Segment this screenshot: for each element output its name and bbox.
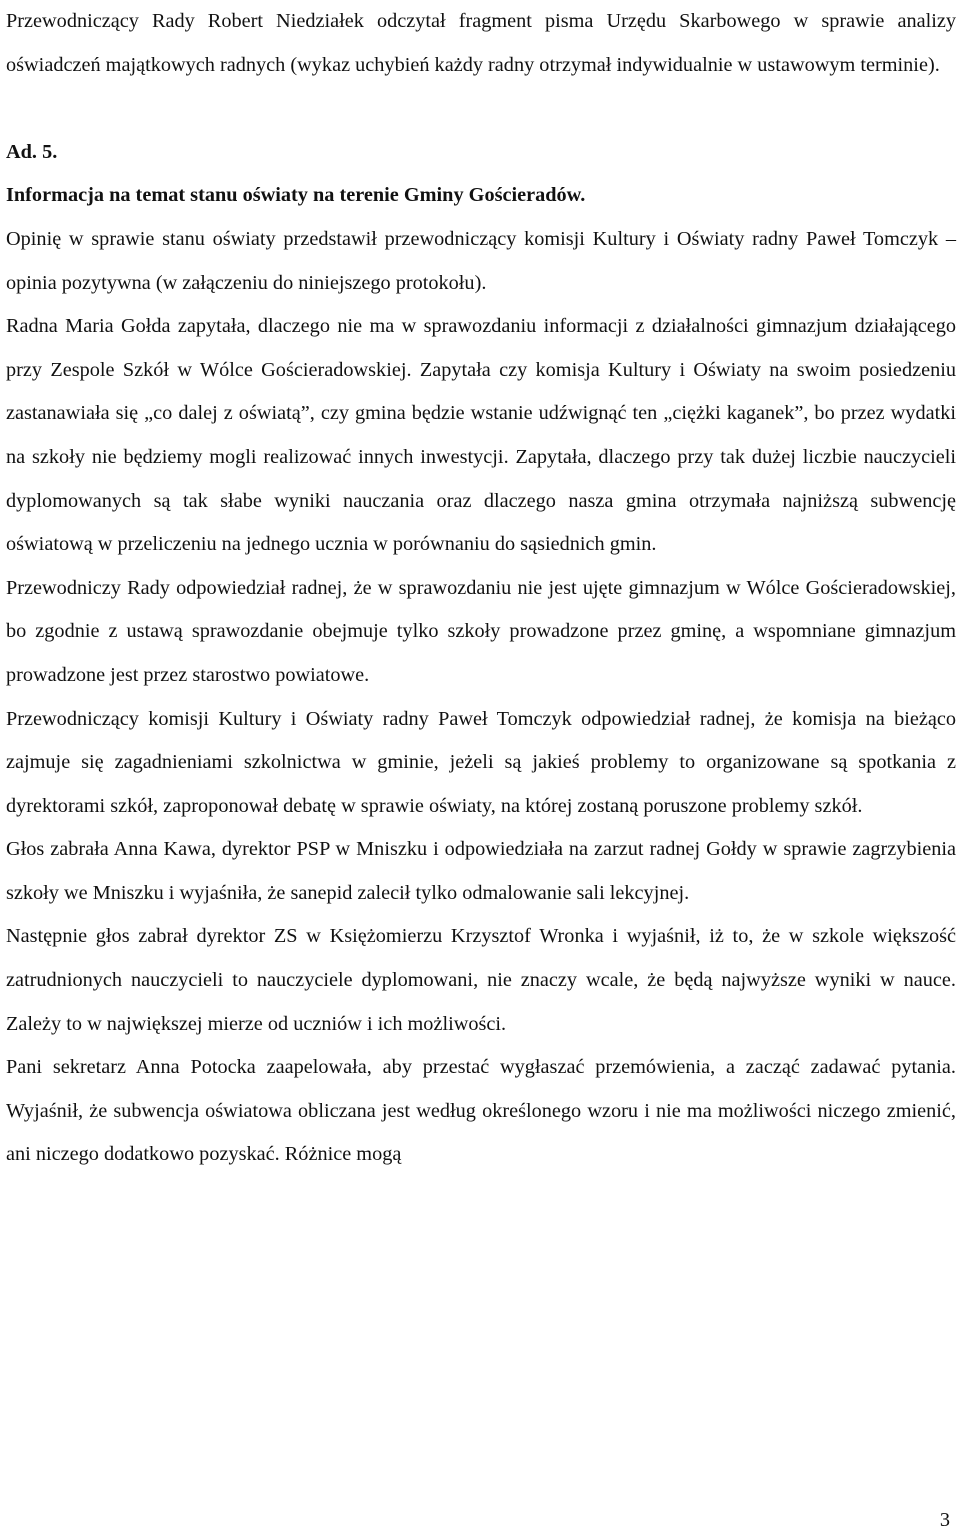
page-number: 3 bbox=[939, 1509, 950, 1531]
paragraph-tax-office-letter: Przewodniczący Rady Robert Niedziałek odczytał fragment pisma Urzędu Skarbowego w sprawie analizy oświadczeń majątkowych radnych (wykaz uchybień każdy radny otrzymał indywidualnie w ustawowym terminie). bbox=[6, 10, 956, 76]
paragraph-committee-opinion: Opinię w sprawie stanu oświaty przedstawił przewodniczący komisji Kultury i Oświaty radny Paweł Tomczyk – opinia pozytywna (w załączeniu do niniejszego protokołu). bbox=[6, 227, 956, 294]
agenda-item-title: Informacja na temat stanu oświaty na terenie Gminy Gościeradów. bbox=[6, 184, 586, 207]
paragraph-potocka-appeal: Pani sekretarz Anna Potocka zaapelowała, aby przestać wygłaszać przemówienia, a zacząć zadawać pytania. Wyjaśnił, że subwencja oświatowa obliczana jest według określonego wzoru i nie ma możliwości niczego zmienić, ani niczego dodatkowo pozyskać. Różnice mogą bbox=[6, 1056, 956, 1166]
paragraph-kawa-reply: Głos zabrała Anna Kawa, dyrektor PSP w Mniszku i odpowiedziała na zarzut radnej Gołdy w sprawie zagrzybienia szkoły we Mniszku i wyjaśniła, że sanepid zalecił tylko odmalowanie sali lekcyjnej. bbox=[6, 838, 956, 904]
paragraph-committee-reply: Przewodniczący komisji Kultury i Oświaty radny Paweł Tomczyk odpowiedział radnej, że komisja na bieżąco zajmuje się zagadnieniami szkolnictwa w gminie, jeżeli są jakieś problemy to organizowane są spotkania z dyrektorami szkół, zaproponował debatę w sprawie oświaty, na której zostaną poruszone problemy szkół. bbox=[6, 707, 956, 817]
agenda-item-number: Ad. 5. bbox=[6, 140, 58, 163]
paragraph-chairman-reply: Przewodniczy Rady odpowiedział radnej, że w sprawozdaniu nie jest ujęte gimnazjum w Wólce Gościeradowskiej, bo zgodnie z ustawą sprawozdanie obejmuje tylko szkoły prowadzone przez gminę, a wspomniane gimnazjum prowadzone jest przez starostwo powiatowe. bbox=[6, 576, 956, 686]
paragraph-golda-question: Radna Maria Gołda zapytała, dlaczego nie ma w sprawozdaniu informacji z działalności gimnazjum działającego przy Zespole Szkół w Wólce Gościeradowskiej. Zapytała czy komisja Kultury i Oświaty na swoim posiedzeniu zastanawiała się „co dalej z oświatą”, czy gmina będzie wstanie udźwignąć ten „ciężki kaganek”, bo przez wydatki na szkoły nie będziemy mogli realizować innych inwestycji. Zapytała, dlaczego przy tak dużej liczbie nauczycieli dyplomowanych są tak słabe wyniki nauczania oraz dlaczego nasza gmina otrzymała najniższą subwencję oświatową w przeliczeniu na jednego ucznia w porównaniu do sąsiednich gmin. bbox=[6, 315, 956, 556]
blank-line bbox=[6, 87, 956, 131]
document-page bbox=[6, 0, 956, 1177]
paragraph-wronka-reply: Następnie głos zabrał dyrektor ZS w Księżomierzu Krzysztof Wronka i wyjaśnił, iż to, że w szkole większość zatrudnionych nauczycieli to nauczyciele dyplomowani, nie znaczy wcale, że będą najwyższe wyniki w nauce. Zależy to w największej mierze od uczniów i ich możliwości. bbox=[6, 925, 956, 1035]
